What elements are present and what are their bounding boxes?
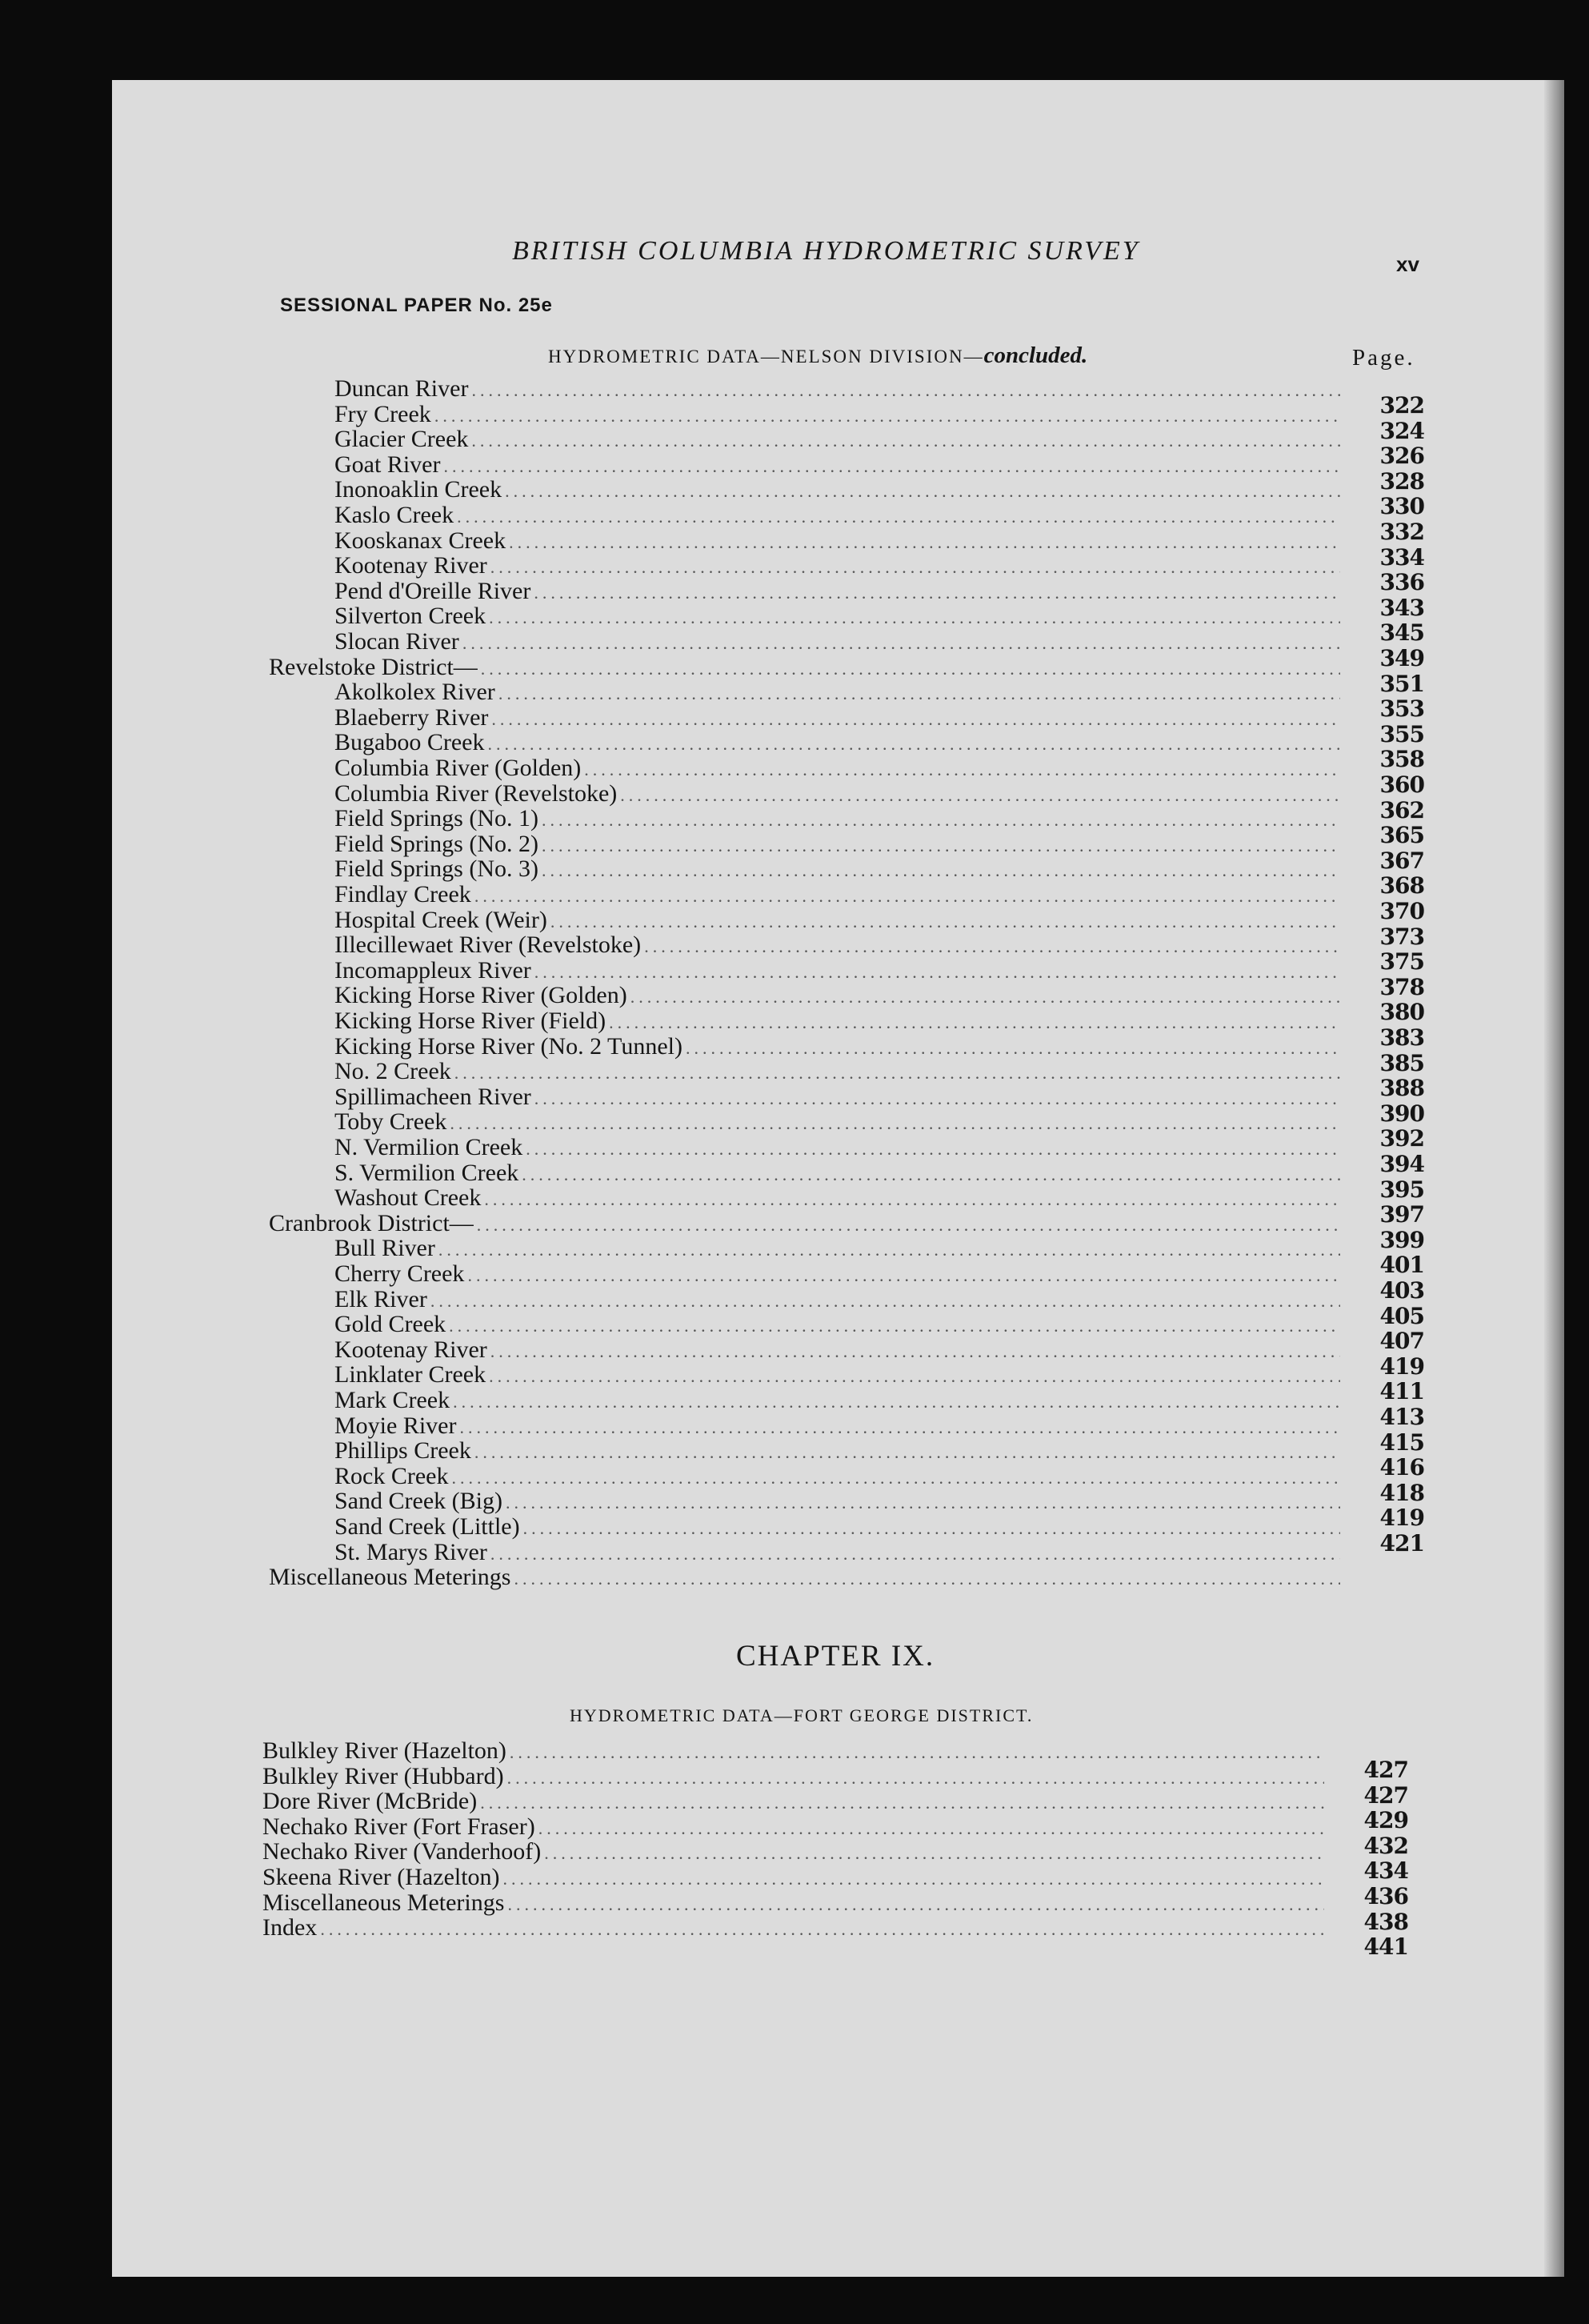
toc-page-number: 332 xyxy=(1379,519,1424,545)
leader-dots xyxy=(434,403,1340,429)
toc-entry-label: Mark Creek xyxy=(334,1387,450,1413)
toc-entry xyxy=(334,1464,1340,1491)
sessional-paper-label: SESSIONAL PAPER No. 25e xyxy=(280,295,553,316)
leader-dots xyxy=(542,807,1340,833)
leader-dots xyxy=(490,555,1340,580)
toc-entry-label: Akolkolex River xyxy=(334,679,495,706)
toc-entry-label: Skeena River (Hazelton) xyxy=(262,1864,500,1890)
toc-entry-label: Cherry Creek xyxy=(334,1260,465,1287)
toc-entry-label: Pend d'Oreille River xyxy=(334,577,531,604)
toc-page-number: 322 xyxy=(1379,392,1424,419)
leader-dots xyxy=(430,1288,1340,1314)
toc-entry-label: Sand Creek (Big) xyxy=(334,1488,502,1515)
section-heading xyxy=(548,343,1087,369)
toc-entry-label: Miscellaneous Meterings xyxy=(262,1889,505,1916)
section-heading-italic: concluded. xyxy=(983,343,1088,368)
toc-entry-label: Nechako River (Fort Fraser) xyxy=(262,1813,535,1840)
toc-entry xyxy=(262,1890,1324,1917)
toc-page-number: 362 xyxy=(1379,796,1424,823)
toc-page-number: 419 xyxy=(1379,1505,1424,1532)
leader-dots xyxy=(489,605,1340,631)
toc-entry xyxy=(334,629,1340,656)
toc-entry-label: Kootenay River xyxy=(334,552,487,579)
leader-dots xyxy=(450,1111,1340,1136)
toc-page-number: 401 xyxy=(1379,1252,1424,1279)
leader-dots xyxy=(454,1060,1340,1086)
leader-dots xyxy=(620,783,1340,808)
toc-entry xyxy=(334,1312,1340,1339)
toc-entry-label: Bull River xyxy=(334,1235,435,1262)
chapter-subheading: HYDROMETRIC DATA—FORT GEORGE DISTRICT. xyxy=(570,1705,1034,1725)
leader-dots xyxy=(630,984,1340,1010)
toc-page-number: 407 xyxy=(1379,1328,1424,1355)
leader-dots xyxy=(503,1866,1324,1892)
leader-dots xyxy=(490,1541,1340,1567)
toc-entry-label: Elk River xyxy=(334,1285,427,1312)
leader-dots xyxy=(507,1765,1324,1791)
toc-entry-label: Cranbrook District— xyxy=(269,1209,474,1236)
toc-page-number: 403 xyxy=(1379,1277,1424,1304)
leader-dots xyxy=(686,1036,1340,1061)
toc-entry-label: Washout Creek xyxy=(334,1184,482,1212)
leader-dots xyxy=(474,1440,1340,1465)
toc-entry xyxy=(334,831,1340,859)
toc-entry xyxy=(334,705,1340,732)
toc-page-number: 394 xyxy=(1379,1151,1424,1177)
toc-page-number: 365 xyxy=(1379,822,1424,849)
toc-entry-label: Fry Creek xyxy=(334,400,431,427)
toc-entry xyxy=(269,1565,1340,1592)
toc-page-number: 434 xyxy=(1363,1857,1408,1885)
toc-page-number: 395 xyxy=(1379,1176,1424,1203)
toc-entry-label: Kooskanax Creek xyxy=(334,527,506,554)
toc-page-number: 355 xyxy=(1379,720,1424,747)
toc-entry-label: Revelstoke District— xyxy=(269,653,478,680)
toc-entry xyxy=(334,1287,1340,1314)
leader-dots xyxy=(320,1917,1324,1942)
toc-entry xyxy=(334,1135,1340,1162)
leader-dots xyxy=(462,631,1340,656)
leader-dots xyxy=(544,1841,1324,1866)
toc-entry-label: Phillips Creek xyxy=(334,1437,471,1465)
toc-entry-label: Miscellaneous Meterings xyxy=(269,1564,511,1591)
toc-entry xyxy=(269,655,1340,682)
toc-entry-label: Field Springs (No. 3) xyxy=(334,855,538,883)
toc-entry xyxy=(334,1160,1340,1188)
toc-page-number: 418 xyxy=(1379,1479,1424,1506)
toc-entry-label: Rock Creek xyxy=(334,1462,449,1489)
toc-entry-label: Field Springs (No. 2) xyxy=(334,830,538,857)
leader-dots xyxy=(506,1490,1340,1516)
toc-page-number: 330 xyxy=(1379,493,1424,520)
toc-page-number: 349 xyxy=(1379,645,1424,671)
toc-page-number: 388 xyxy=(1379,1075,1424,1102)
toc-page-number: 392 xyxy=(1379,1125,1424,1152)
toc-entry xyxy=(334,1337,1340,1364)
toc-entry xyxy=(334,402,1340,429)
leader-dots xyxy=(523,1516,1340,1541)
toc-entry-label: Nechako River (Vanderhoof) xyxy=(262,1838,542,1865)
toc-entry xyxy=(334,477,1340,504)
leader-dots xyxy=(477,1212,1340,1238)
toc-entry xyxy=(262,1915,1324,1942)
toc-entry xyxy=(334,679,1340,707)
toc-page-number: 375 xyxy=(1379,948,1424,976)
toc-page-number: 405 xyxy=(1379,1302,1424,1329)
toc-page-number: 438 xyxy=(1363,1908,1408,1935)
toc-page-number: 399 xyxy=(1379,1226,1424,1253)
page-edge-shadow xyxy=(1544,80,1564,2277)
page-column-heading: Page. xyxy=(1352,345,1415,371)
toc-entry xyxy=(334,1540,1340,1567)
leader-dots xyxy=(534,580,1340,606)
toc-entry xyxy=(334,882,1340,909)
leader-dots xyxy=(471,378,1340,403)
toc-page-number: 378 xyxy=(1379,973,1424,1000)
toc-entry-label: Toby Creek xyxy=(334,1108,447,1136)
toc-entry xyxy=(262,1839,1324,1866)
running-head-title: BRITISH COLUMBIA HYDROMETRIC SURVEY xyxy=(512,236,1140,266)
toc-entry xyxy=(334,908,1340,935)
toc-page-number: 360 xyxy=(1379,771,1424,798)
leader-dots xyxy=(490,1339,1340,1364)
toc-entry-label: Glacier Creek xyxy=(334,426,469,453)
toc-entry-label: S. Vermilion Creek xyxy=(334,1159,519,1186)
toc-page-number: 345 xyxy=(1379,619,1424,647)
toc-entry xyxy=(334,1438,1340,1465)
leader-dots xyxy=(489,1364,1340,1389)
leader-dots xyxy=(484,1187,1340,1212)
toc-entry-label: No. 2 Creek xyxy=(334,1058,451,1085)
toc-entry xyxy=(334,1084,1340,1112)
leader-dots xyxy=(481,656,1340,682)
toc-entry xyxy=(334,730,1340,757)
leader-dots xyxy=(453,1389,1340,1415)
toc-entry xyxy=(334,1261,1340,1288)
leader-dots xyxy=(457,504,1340,530)
toc-entry-label: Moyie River xyxy=(334,1412,457,1439)
toc-page-number: 432 xyxy=(1363,1832,1408,1859)
toc-entry-label: Spillimacheen River xyxy=(334,1083,531,1110)
toc-entry-label: Silverton Creek xyxy=(334,603,486,630)
toc-page-number: 367 xyxy=(1379,847,1424,874)
leader-dots xyxy=(538,1816,1324,1841)
toc-page-number: 380 xyxy=(1379,999,1424,1026)
toc-entry-label: Linklater Creek xyxy=(334,1361,486,1388)
toc-page-number: 415 xyxy=(1379,1428,1424,1456)
leader-dots xyxy=(498,681,1340,707)
toc-entry xyxy=(334,856,1340,884)
toc-entry xyxy=(262,1789,1324,1816)
toc-page-number: 326 xyxy=(1379,443,1424,470)
leader-dots xyxy=(550,909,1340,935)
toc-entry-label: Sand Creek (Little) xyxy=(334,1513,520,1540)
toc-page-number: 353 xyxy=(1379,695,1424,723)
leader-dots xyxy=(584,757,1340,783)
toc-page-number: 411 xyxy=(1379,1378,1424,1405)
toc-entry xyxy=(334,452,1340,479)
leader-dots xyxy=(451,1465,1340,1491)
toc-entry xyxy=(334,579,1340,606)
leader-dots xyxy=(480,1790,1324,1816)
toc-entry xyxy=(334,528,1340,555)
toc-entry xyxy=(334,983,1340,1010)
toc-entry-label: Findlay Creek xyxy=(334,881,471,908)
toc-page-number: 413 xyxy=(1379,1404,1424,1430)
leader-dots xyxy=(509,530,1340,555)
leader-dots xyxy=(526,1136,1340,1162)
leader-dots xyxy=(507,1892,1324,1917)
toc-entry xyxy=(334,1185,1340,1212)
toc-entry-label: Slocan River xyxy=(334,628,459,655)
toc-entry-label: Kicking Horse River (Field) xyxy=(334,1008,606,1034)
toc-entry-label: Duncan River xyxy=(334,375,469,402)
toc-page-number: 429 xyxy=(1363,1807,1408,1834)
toc-page-number: 368 xyxy=(1379,872,1424,900)
toc-page-number: 383 xyxy=(1379,1024,1424,1051)
leader-dots xyxy=(505,479,1340,504)
toc-entry xyxy=(334,1236,1340,1263)
toc-page-number: 334 xyxy=(1379,543,1424,571)
toc-page-number: 427 xyxy=(1363,1757,1408,1783)
toc-entry-label: Kicking Horse River (No. 2 Tunnel) xyxy=(334,1032,682,1060)
leader-dots xyxy=(510,1740,1324,1765)
toc-entry xyxy=(334,755,1340,783)
toc-page-number: 373 xyxy=(1379,923,1424,950)
toc-page-number: 436 xyxy=(1363,1883,1408,1909)
toc-page-number: 336 xyxy=(1379,569,1424,596)
toc-entry-label: Kicking Horse River (Golden) xyxy=(334,982,627,1009)
toc-entry xyxy=(262,1814,1324,1841)
leader-dots xyxy=(438,1237,1340,1263)
toc-page-number: 324 xyxy=(1379,417,1424,444)
toc-entry xyxy=(334,1059,1340,1086)
leader-dots xyxy=(459,1415,1340,1440)
toc-entry-label: Field Springs (No. 1) xyxy=(334,805,538,832)
toc-page-number: 370 xyxy=(1379,898,1424,924)
toc-entry xyxy=(269,1211,1340,1238)
toc-entry xyxy=(334,781,1340,808)
toc-page-number: 397 xyxy=(1379,1201,1424,1228)
page-folio: xv xyxy=(1396,252,1419,276)
toc-entry xyxy=(334,1109,1340,1136)
toc-entry xyxy=(262,1738,1324,1765)
leader-dots xyxy=(542,833,1340,859)
toc-entry xyxy=(334,1388,1340,1415)
toc-page-number: 390 xyxy=(1379,1100,1424,1127)
toc-entry xyxy=(334,958,1340,985)
toc-page-number: 427 xyxy=(1363,1781,1408,1809)
toc-entry-label: Illecillewaet River (Revelstoke) xyxy=(334,932,642,959)
toc-entry-label: Incomappleux River xyxy=(334,956,531,984)
toc-entry-label: Columbia River (Revelstoke) xyxy=(334,779,618,807)
toc-entry xyxy=(334,553,1340,580)
toc-entry-label: Kaslo Creek xyxy=(334,502,454,528)
leader-dots xyxy=(644,934,1340,960)
leader-dots xyxy=(514,1566,1340,1592)
toc-entry-label: Bulkley River (Hazelton) xyxy=(262,1737,506,1764)
leader-dots xyxy=(449,1313,1340,1339)
toc-entry xyxy=(334,603,1340,631)
toc-entry xyxy=(334,806,1340,833)
leader-dots xyxy=(474,884,1340,909)
leader-dots xyxy=(534,960,1340,985)
leader-dots xyxy=(534,1086,1340,1112)
toc-entry-label: Goat River xyxy=(334,451,441,478)
toc-entry xyxy=(334,376,1340,403)
toc-entry xyxy=(334,427,1340,454)
toc-page-number: 351 xyxy=(1379,670,1424,697)
toc-page-number: 416 xyxy=(1379,1454,1424,1481)
leader-dots xyxy=(467,1263,1340,1288)
toc-page-number: 441 xyxy=(1363,1933,1408,1961)
toc-entry-label: St. Marys River xyxy=(334,1538,487,1565)
toc-page-number: 343 xyxy=(1379,594,1424,621)
toc-entry-label: Gold Creek xyxy=(334,1311,446,1338)
toc-entry-label: Bugaboo Creek xyxy=(334,729,485,756)
toc-entry-label: Blaeberry River xyxy=(334,703,489,731)
toc-entry xyxy=(262,1865,1324,1892)
toc-entry-label: Hospital Creek (Weir) xyxy=(334,906,547,933)
toc-entry-label: Kootenay River xyxy=(334,1336,487,1363)
toc-page-number: 385 xyxy=(1379,1049,1424,1076)
toc-entry xyxy=(262,1764,1324,1791)
toc-page-number: 419 xyxy=(1379,1352,1424,1380)
chapter-title: CHAPTER IX. xyxy=(736,1640,935,1673)
leader-dots xyxy=(443,454,1340,479)
leader-dots xyxy=(542,858,1340,884)
leader-dots xyxy=(609,1010,1340,1036)
leader-dots xyxy=(522,1162,1340,1188)
toc-entry-label: Columbia River (Golden) xyxy=(334,755,582,781)
toc-entry xyxy=(334,1034,1340,1061)
toc-page-number: 421 xyxy=(1379,1530,1424,1557)
toc-entry-label: Index xyxy=(262,1914,318,1941)
toc-page-number: 328 xyxy=(1379,467,1424,495)
toc-entry-label: N. Vermilion Creek xyxy=(334,1134,523,1160)
leader-dots xyxy=(487,731,1340,757)
toc-entry xyxy=(334,932,1340,960)
toc-entry xyxy=(334,1413,1340,1440)
toc-entry-label: Dore River (McBride) xyxy=(262,1788,478,1815)
leader-dots xyxy=(491,707,1340,732)
leader-dots xyxy=(471,428,1340,454)
toc-page-number: 358 xyxy=(1379,746,1424,773)
toc-entry-label: Inonoaklin Creek xyxy=(334,476,502,503)
toc-entry xyxy=(334,1514,1340,1541)
toc-entry xyxy=(334,1489,1340,1516)
toc-entry xyxy=(334,1008,1340,1036)
toc-entry xyxy=(334,1362,1340,1389)
toc-entry xyxy=(334,503,1340,530)
toc-entry-label: Bulkley River (Hubbard) xyxy=(262,1762,504,1789)
section-heading-text: HYDROMETRIC DATA—NELSON DIVISION— xyxy=(548,347,984,367)
